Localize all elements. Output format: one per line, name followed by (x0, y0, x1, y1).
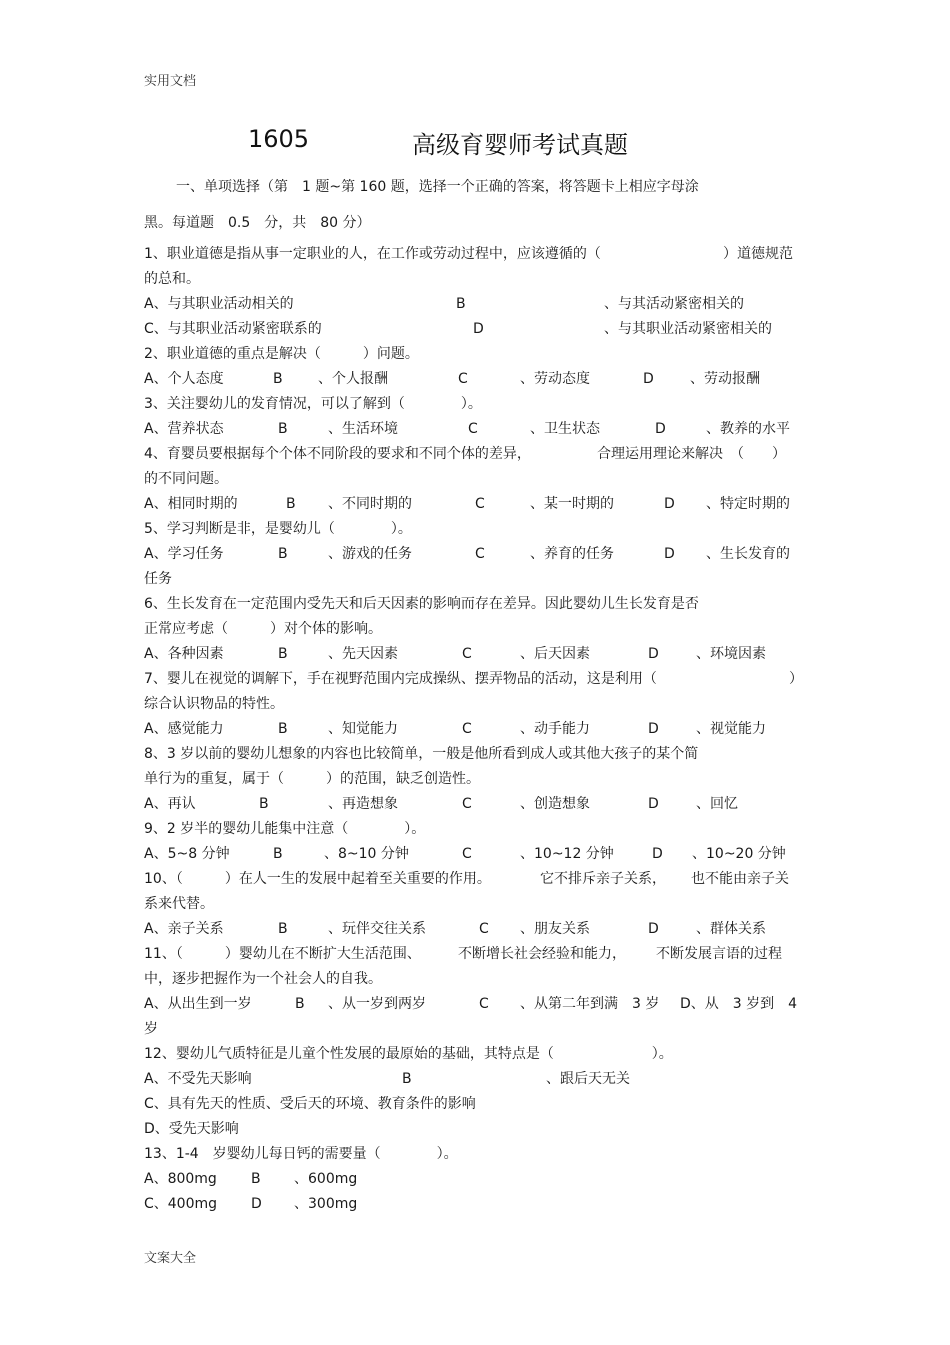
question-stem: 正常应考虑（ ）对个体的影响。 (144, 621, 382, 637)
question-stem: 系来代替。 (144, 896, 214, 912)
option-c: 、从第二年到满 3 岁 (520, 996, 660, 1012)
option-a: A、相同时期的 (144, 496, 238, 512)
option-c: 、某一时期的 (530, 496, 614, 512)
option-a: A、亲子关系 (144, 921, 224, 937)
option-b: 、个人报酬 (318, 371, 388, 387)
option-a: A、与其职业活动相关的 (144, 296, 294, 312)
option-d: 、视觉能力 (696, 721, 766, 737)
question-stem: 12、婴幼儿气质特征是儿童个性发展的最原始的基础，其特点是（ ）。 (144, 1046, 673, 1062)
option-b-label: B (278, 546, 288, 562)
option-a: A、营养状态 (144, 421, 224, 437)
exam-code: 1605 (248, 125, 310, 153)
question-stem: 也不能由亲子关 (691, 871, 789, 887)
question-stem: 5、学习判断是非，是婴幼儿（ ）。 (144, 521, 412, 537)
option-c-label: C (475, 546, 485, 562)
page-title: 高级育婴师考试真题 (412, 131, 628, 159)
option-c-label: C (458, 371, 468, 387)
option-a: A、各种因素 (144, 646, 224, 662)
option-d-label: D (251, 1196, 262, 1212)
option-c: 、朋友关系 (520, 921, 590, 937)
question-stem: 不断发展言语的过程 (656, 946, 782, 962)
option-d-label: D (648, 721, 659, 737)
option-c-label: C (479, 996, 489, 1012)
option-b-label: B (278, 921, 288, 937)
option-c: 、后天因素 (520, 646, 590, 662)
option-d: 、教养的水平 (706, 421, 790, 437)
option-c-label: C (468, 421, 478, 437)
option-c: 、卫生状态 (530, 421, 600, 437)
question-stem: 10、（ ）在人一生的发展中起着至关重要的作用。 (144, 871, 491, 887)
question-stem: 7、婴儿在视觉的调解下，手在视野范围内完成操纵、摆弄物品的活动，这是利用（ (144, 671, 657, 687)
option-c: C、具有先天的性质、受后天的环境、教育条件的影响 (144, 1096, 476, 1112)
question-stem: 中，逐步把握作为一个社会人的自我。 (144, 971, 382, 987)
option-b-label: B (273, 846, 283, 862)
option-c: 、劳动态度 (520, 371, 590, 387)
option-c: 、养育的任务 (530, 546, 614, 562)
question-stem: 2、职业道德的重点是解决（ ）问题。 (144, 346, 419, 362)
option-d-cont: 任务 (144, 571, 172, 587)
option-d-label: D (648, 646, 659, 662)
page-footer: 文案大全 (144, 1251, 197, 1266)
option-a: A、再认 (144, 796, 196, 812)
page-header: 实用文档 (144, 74, 197, 89)
option-b-label: B (259, 796, 269, 812)
option-a: A、不受先天影响 (144, 1071, 252, 1087)
option-c: 、动手能力 (520, 721, 590, 737)
question-stem: 的不同问题。 (144, 471, 228, 487)
question-stem: 1、职业道德是指从事一定职业的人，在工作或劳动过程中，应该遵循的（ (144, 246, 601, 262)
option-c-label: C (462, 721, 472, 737)
option-a: A、从出生到一岁 (144, 996, 252, 1012)
question-stem: ）道德规范 (723, 246, 793, 262)
option-c: 、创造想象 (520, 796, 590, 812)
question-stem: 不断增长社会经验和能力， (458, 946, 626, 962)
option-b-label: B (278, 421, 288, 437)
question-stem: 综合认识物品的特性。 (144, 696, 284, 712)
option-d: 、回忆 (696, 796, 738, 812)
option-b-label: B (278, 721, 288, 737)
section-instructions: 一、单项选择（第 1 题~第 160 题，选择一个正确的答案，将答题卡上相应字母涂 (176, 179, 699, 195)
option-b: 、从一岁到两岁 (328, 996, 426, 1012)
option-b: 、知觉能力 (328, 721, 398, 737)
option-d-label: D (664, 546, 675, 562)
option-a: A、学习任务 (144, 546, 224, 562)
option-d: 、生长发育的 (706, 546, 790, 562)
option-d: D、从 3 岁到 4 (680, 996, 798, 1012)
option-d: 、10~20 分钟 (692, 846, 786, 862)
question-stem: 它不排斥亲子关系， (540, 871, 666, 887)
option-c-label: C (462, 846, 472, 862)
option-c-label: C (462, 796, 472, 812)
question-stem: 8、3 岁以前的婴幼儿想象的内容也比较简单，一般是他所看到成人或其他大孩子的某个简 (144, 746, 699, 762)
option-d-label: D (655, 421, 666, 437)
option-b-label: B (286, 496, 296, 512)
option-d: 、300mg (294, 1196, 358, 1212)
section-instructions-cont: 黑。每道题 0.5 分，共 80 分） (144, 215, 371, 231)
question-stem: 9、2 岁半的婴幼儿能集中注意（ ）。 (144, 821, 426, 837)
option-a: A、800mg (144, 1171, 217, 1187)
option-b-label: B (251, 1171, 261, 1187)
option-d-label: D (648, 921, 659, 937)
option-b-label: B (273, 371, 283, 387)
option-b: 、不同时期的 (328, 496, 412, 512)
option-b-label: B (295, 996, 305, 1012)
option-b: 、600mg (294, 1171, 358, 1187)
option-d-label: D (643, 371, 654, 387)
option-b: 、生活环境 (328, 421, 398, 437)
option-d-label: D (652, 846, 663, 862)
question-stem: 合理运用理论来解决 （ ） (597, 446, 786, 462)
option-b-label: B (456, 296, 466, 312)
option-b: 、再造想象 (328, 796, 398, 812)
option-b: 、跟后天无关 (546, 1071, 630, 1087)
option-d: 、劳动报酬 (690, 371, 760, 387)
option-c: C、与其职业活动紧密联系的 (144, 321, 322, 337)
question-stem: 单行为的重复，属于（ ）的范围，缺乏创造性。 (144, 771, 480, 787)
option-c: 、10~12 分钟 (520, 846, 614, 862)
option-d: D、受先天影响 (144, 1121, 239, 1137)
question-stem: 11、（ ）婴幼儿在不断扩大生活范围、 (144, 946, 421, 962)
question-stem: 4、育婴员要根据每个个体不同阶段的要求和不同个体的差异， (144, 446, 531, 462)
option-c-label: C (462, 646, 472, 662)
option-a: A、感觉能力 (144, 721, 224, 737)
option-c-label: C (475, 496, 485, 512)
question-stem: ） (789, 671, 803, 687)
option-b: 、8~10 分钟 (324, 846, 409, 862)
option-b: 、游戏的任务 (328, 546, 412, 562)
option-c-label: C (479, 921, 489, 937)
option-d: 、群体关系 (696, 921, 766, 937)
option-a: A、5~8 分钟 (144, 846, 230, 862)
option-d-label: D (648, 796, 659, 812)
option-d: 、环境因素 (696, 646, 766, 662)
option-c: C、400mg (144, 1196, 218, 1212)
option-d-label: D (473, 321, 484, 337)
option-b: 、与其活动紧密相关的 (604, 296, 744, 312)
option-b-label: B (402, 1071, 412, 1087)
option-d-cont: 岁 (144, 1021, 158, 1037)
option-a: A、个人态度 (144, 371, 224, 387)
question-stem: 3、关注婴幼儿的发育情况，可以了解到（ ）。 (144, 396, 482, 412)
question-stem: 的总和。 (144, 271, 200, 287)
option-b: 、玩伴交往关系 (328, 921, 426, 937)
option-d-label: D (664, 496, 675, 512)
option-d: 、与其职业活动紧密相关的 (604, 321, 772, 337)
option-b-label: B (278, 646, 288, 662)
option-d: 、特定时期的 (706, 496, 790, 512)
option-b: 、先天因素 (328, 646, 398, 662)
question-stem: 6、生长发育在一定范围内受先天和后天因素的影响而存在差异。因此婴幼儿生长发育是否 (144, 596, 699, 612)
question-stem: 13、1-4 岁婴幼儿每日钙的需要量（ ）。 (144, 1146, 458, 1162)
